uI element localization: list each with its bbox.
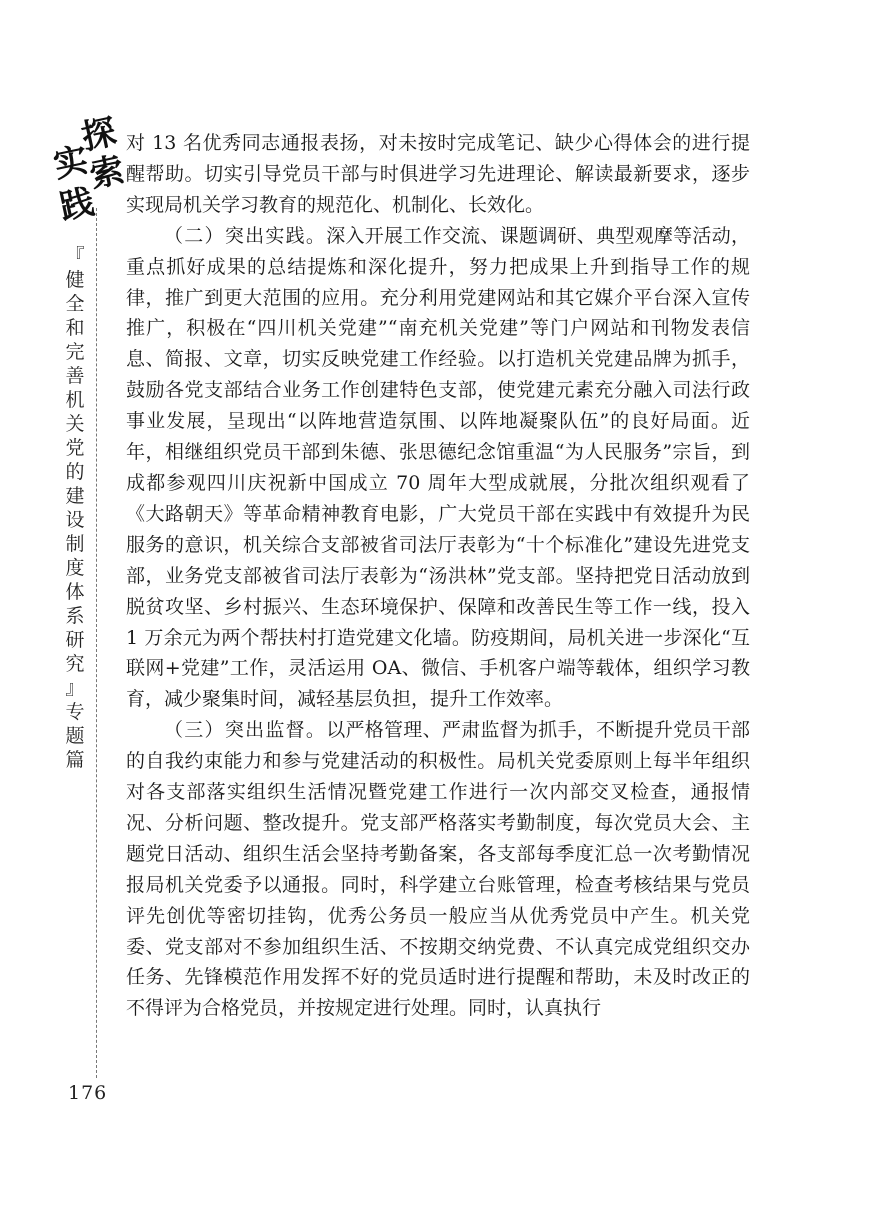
side-title-char: 题: [65, 725, 85, 747]
page-number: 176: [68, 1082, 108, 1104]
side-title-char: 关: [65, 413, 85, 435]
brand-char: 实: [50, 139, 92, 187]
margin-dashed-divider: [96, 208, 97, 1078]
side-title-char: 研: [65, 629, 85, 651]
side-title-char: 的: [65, 461, 85, 483]
side-title-char: 篇: [65, 749, 85, 771]
side-title-char: 『: [65, 245, 85, 267]
side-title-char: 体: [65, 581, 85, 603]
side-title-char: 制: [65, 533, 85, 555]
paragraph: [126, 221, 750, 716]
side-title-char: 全: [65, 293, 85, 315]
paragraph: [126, 128, 750, 221]
paragraph-text: 对 13 名优秀同志通报表扬，对未按时完成笔记、缺少心得体会的进行提醒帮助。切实引导党员干部与时俱进学习先进理论、解读最新要求，逐步实现局机关学习教育的规范化、机制化、长效化。: [126, 132, 750, 216]
body-text: [126, 128, 750, 1024]
side-title-char: 党: [65, 437, 85, 459]
section-heading: （二）突出实践。: [164, 224, 327, 247]
side-title-char: 健: [65, 269, 85, 291]
paragraph-text: 深入开展工作交流、课题调研、典型观摩等活动，重点抓好成果的总结提炼和深化提升，努力把成果上升到指导工作的规律，推广到更大范围的应用。充分利用党建网站和其它媒介平台深入宣传推广，积极在“四川机关党建”“南充机关党建”等门户网站和刊物发表信息、简报、文章，切实反映党建工作经验。以打造机关党建品牌为抓手，鼓励各党支部结合业务工作创建特色支部，使党建元素充分融入司法行政事业发展，呈现出“以阵地营造氛围、以阵地凝聚队伍”的良好局面。近年，相继组织党员干部到朱德、张思德纪念馆重温“为人民服务”宗旨，到成都参观四川庆祝新中国成立 70 周年大型成就展，分批次组织观看了《大路朝天》等革命精神教育电影，广大党员干部在实践中有效提升为民服务的意识，机关综合支部被省司法厅表彰为“十个标准化”建设先进党支部，业务党支部被省司法厅表彰为“汤洪林”党支部。坚持把党日活动放到脱贫攻坚、乡村振兴、生态环境保护、保障和改善民生等工作一线，投入 1 万余元为两个帮扶村打造党建文化墙。防疫期间，局机关进一步深化“互联网+党建”工作，灵活运用 OA、微信、手机客户端等载体，组织学习教育，减少聚集时间，减轻基层负担，提升工作效率。: [126, 224, 750, 711]
brand-char: 索: [86, 149, 128, 197]
brand-char: 探: [78, 111, 120, 159]
side-title-char: 究: [65, 653, 85, 675]
section-heading: （三）突出监督。: [164, 719, 327, 742]
side-title-char: 建: [65, 485, 85, 507]
brand-char: 践: [56, 181, 98, 229]
side-title-char: 和: [65, 317, 85, 339]
side-title-char: 机: [65, 389, 85, 411]
paragraph: [126, 715, 750, 1024]
side-title-char: 专: [65, 701, 85, 723]
side-title-char: 完: [65, 341, 85, 363]
side-title-char: 系: [65, 605, 85, 627]
side-title-char: 度: [65, 557, 85, 579]
side-title-char: 善: [65, 365, 85, 387]
paragraph-text: 以严格管理、严肃监督为抓手，不断提升党员干部的自我约束能力和参与党建活动的积极性。局机关党委原则上每半年组织对各支部落实组织生活情况暨党建工作进行一次内部交叉检查，通报情况、分析问题、整改提升。党支部严格落实考勤制度，每次党员大会、主题党日活动、组织生活会坚持考勤备案，各支部每季度汇总一次考勤情况报局机关党委予以通报。同时，科学建立台账管理，检查考核结果与党员评先创优等密切挂钩，优秀公务员一般应当从优秀党员中产生。机关党委、党支部对不参加组织生活、不按期交纳党费、不认真完成党组织交办任务、先锋模范作用发挥不好的党员适时进行提醒和帮助，未及时改正的不得评为合格党员，并按规定进行处理。同时，认真执行: [126, 719, 750, 1020]
brand-calligraphy-logo: [50, 111, 128, 236]
side-title-char: 』: [65, 677, 85, 699]
side-title-char: 设: [65, 509, 85, 531]
vertical-section-title: [64, 244, 86, 772]
